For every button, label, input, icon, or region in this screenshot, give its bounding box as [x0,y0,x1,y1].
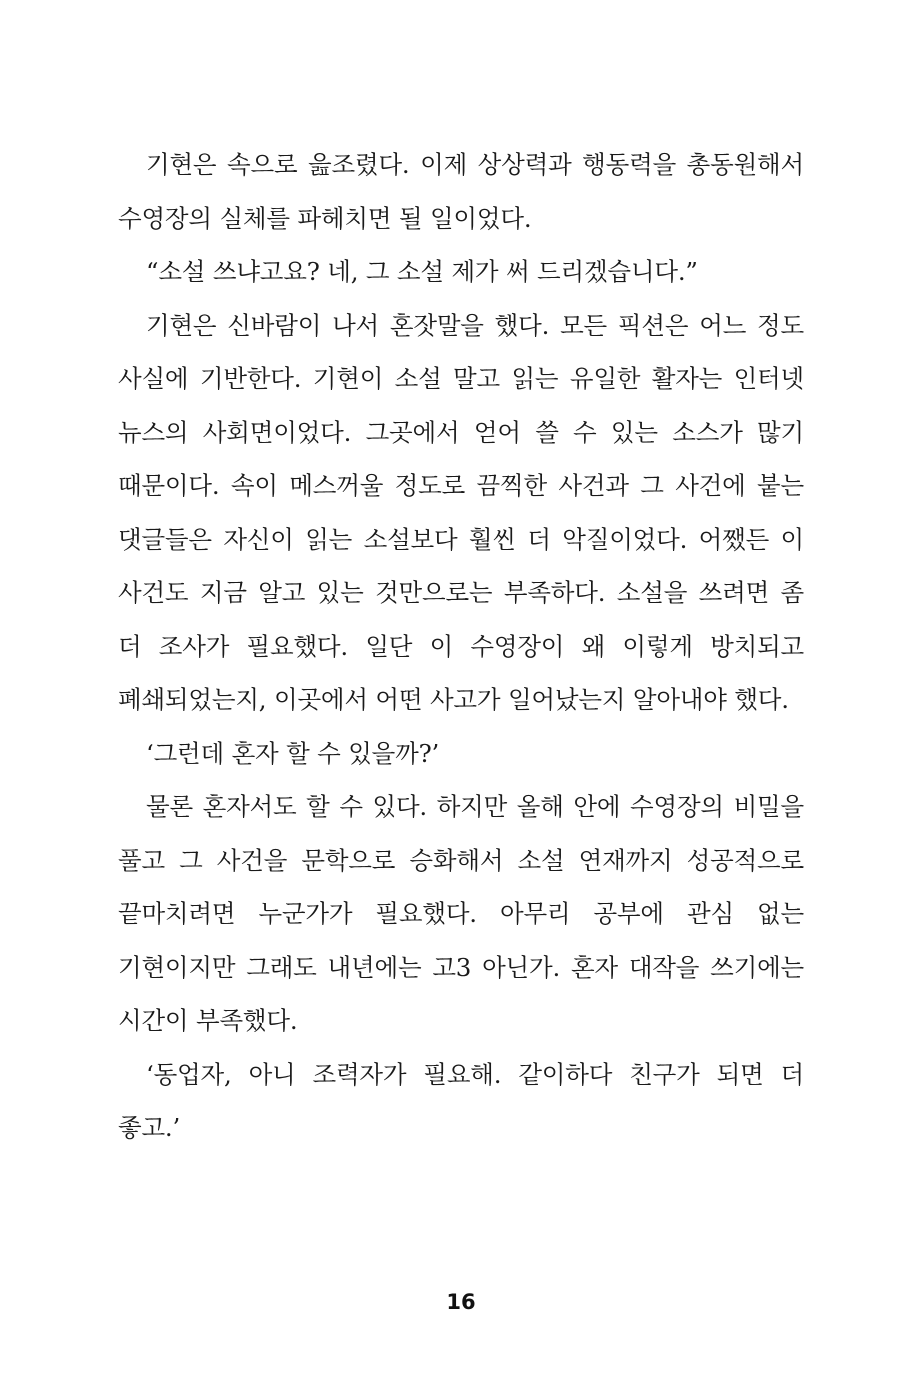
paragraph: 기현은 속으로 읊조렸다. 이제 상상력과 행동력을 총동원해서 수영장의 실체를 파헤치면 될 일이었다. [118,150,804,233]
paragraph: ‘동업자, 아니 조력자가 필요해. 같이하다 친구가 되면 더 좋고.’ [118,1059,804,1142]
paragraph: 기현은 신바람이 나서 혼잣말을 했다. 모든 픽션은 어느 정도 사실에 기반한다. 기현이 소설 말고 읽는 유일한 활자는 인터넷 뉴스의 사회면이었다. 그곳에서 얻어 쓸 수 있는 소스가 많기 때문이다. 속이 메스꺼울 정도로 끔찍한 사건과 그 사건에 붙는 댓글들은 자신이 읽는 소설보다 훨씬 더 악질이었다. 어쨌든 이 사건도 지금 알고 있는 것만으로는 부족하다. 소설을 쓰려면 좀 더 조사가 필요했다. 일단 이 수영장이 왜 이렇게 방치되고 폐쇄되었는지, 이곳에서 어떤 사고가 일어났는지 알아내야 했다. [118,310,804,714]
page-number: 16 [446,1290,476,1314]
paragraph: “소설 쓰냐고요? 네, 그 소설 제가 써 드리겠습니다.” [146,257,698,286]
paragraph: 물론 혼자서도 할 수 있다. 하지만 올해 안에 수영장의 비밀을 풀고 그 사건을 문학으로 승화해서 소설 연재까지 성공적으로 끝마치려면 누군가가 필요했다. 아무리 공부에 관심 없는 기현이지만 그래도 내년에는 고3 아닌가. 혼자 대작을 쓰기에는 시간이 부족했다. [118,792,804,1035]
paragraph: ‘그런데 혼자 할 수 있을까?’ [146,738,440,768]
page-body [118,138,804,1155]
